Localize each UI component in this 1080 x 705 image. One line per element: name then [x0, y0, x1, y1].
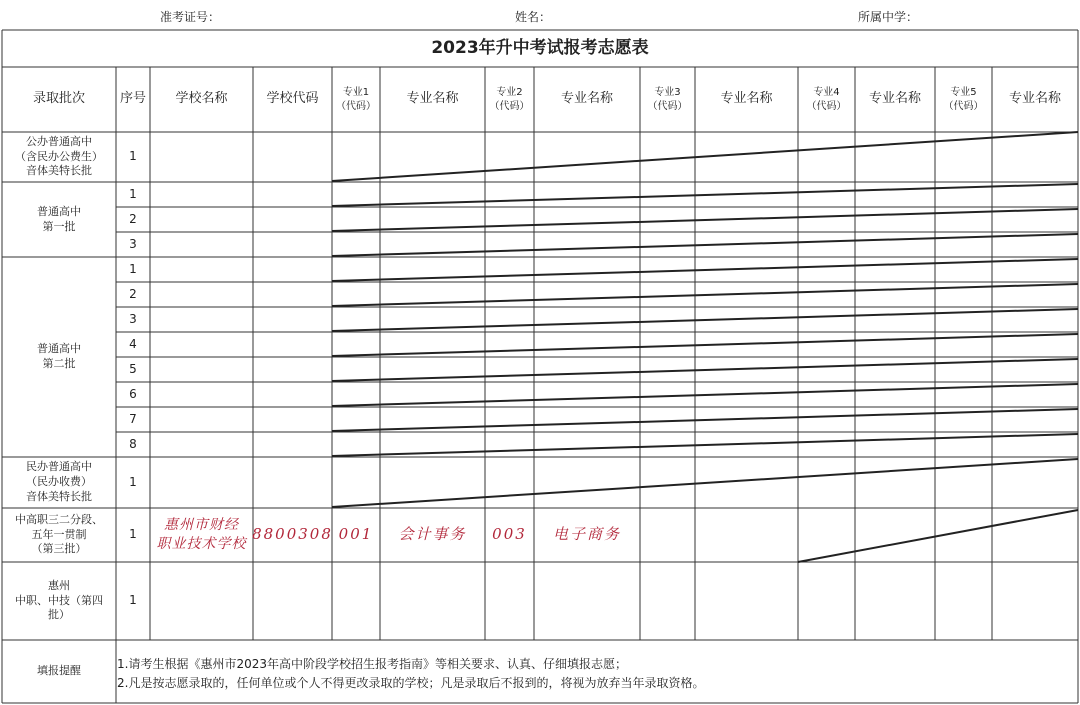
seq-number: 3 — [129, 236, 137, 251]
seq-number: 8 — [129, 436, 137, 451]
seq-number: 1 — [129, 593, 137, 608]
seq-number: 1 — [129, 149, 137, 164]
header-major1-code: 专业1 （代码） — [336, 87, 376, 112]
category-private-arts: 民办普通高中 （民办收费） 音体美特长批 — [26, 460, 92, 503]
header-school-code: 学校代码 — [266, 91, 319, 107]
handwritten-major2-name: 电子商务 — [552, 525, 621, 544]
seq-number: 1 — [129, 186, 137, 201]
header-seq: 序号 — [119, 91, 146, 107]
form-title: 2023年升中考试报考志愿表 — [431, 38, 649, 59]
category-public-arts: 公办普通高中 （含民办公费生） 音体美特长批 — [15, 134, 103, 178]
seq-number: 5 — [129, 361, 137, 376]
category-batch-3: 中高职三二分段、 五年一贯制 （第三批） — [15, 512, 103, 556]
seq-number: 1 — [129, 474, 137, 489]
school-label: 所属中学： — [858, 10, 919, 24]
seq-number: 2 — [129, 211, 137, 226]
seq-number: 1 — [129, 261, 137, 276]
seq-number: 3 — [129, 311, 137, 326]
handwritten-major1-code: 001 — [338, 525, 374, 544]
seq-number: 6 — [129, 386, 137, 401]
category-batch-1: 普通高中 第一批 — [37, 204, 81, 233]
seq-number: 7 — [129, 411, 137, 426]
strike-lines — [332, 132, 1078, 562]
handwritten-school-code: 8800308 — [252, 525, 333, 544]
notes-line-1: 1.请考生根据《惠州市2023年高中阶段学校招生报考指南》等相关要求、认真、仔细填报志愿； — [117, 657, 627, 671]
header-major1-name: 专业名称 — [406, 91, 459, 107]
header-batch: 录取批次 — [32, 91, 85, 107]
handwritten-major1-name: 会计事务 — [398, 525, 467, 544]
seq-number: 1 — [129, 527, 137, 542]
header-major2-name: 专业名称 — [560, 91, 613, 107]
notes-text — [117, 655, 1067, 693]
handwritten-major2-code: 003 — [492, 525, 527, 544]
header-major3-name: 专业名称 — [720, 91, 773, 107]
category-batch-2: 普通高中 第二批 — [37, 342, 81, 370]
name-label: 姓名： — [515, 10, 552, 24]
header-major5-name: 专业名称 — [1008, 91, 1061, 107]
header-major4-name: 专业名称 — [868, 91, 921, 107]
seq-number: 4 — [129, 336, 137, 351]
notes-label: 填报提醒 — [37, 664, 81, 678]
category-batch-4: 惠州 中职、中技（第四 批） — [15, 578, 103, 622]
header-school-name: 学校名称 — [175, 91, 228, 107]
exam-number-label: 准考证号： — [160, 10, 221, 24]
header-major5-code: 专业5 （代码） — [943, 87, 984, 112]
handwritten-school-name: 惠州市财经 职业技术学校 — [156, 517, 247, 552]
header-major3-code: 专业3 （代码） — [647, 87, 688, 112]
header-major4-code: 专业4 （代码） — [806, 87, 847, 112]
seq-number: 2 — [129, 286, 137, 301]
header-major2-code: 专业2 （代码） — [489, 87, 530, 112]
notes-line-2: 2.凡是按志愿录取的，任何单位或个人不得更改录取的学校；凡是录取后不报到的，将视为放弃当年录取资格。 — [117, 676, 705, 690]
